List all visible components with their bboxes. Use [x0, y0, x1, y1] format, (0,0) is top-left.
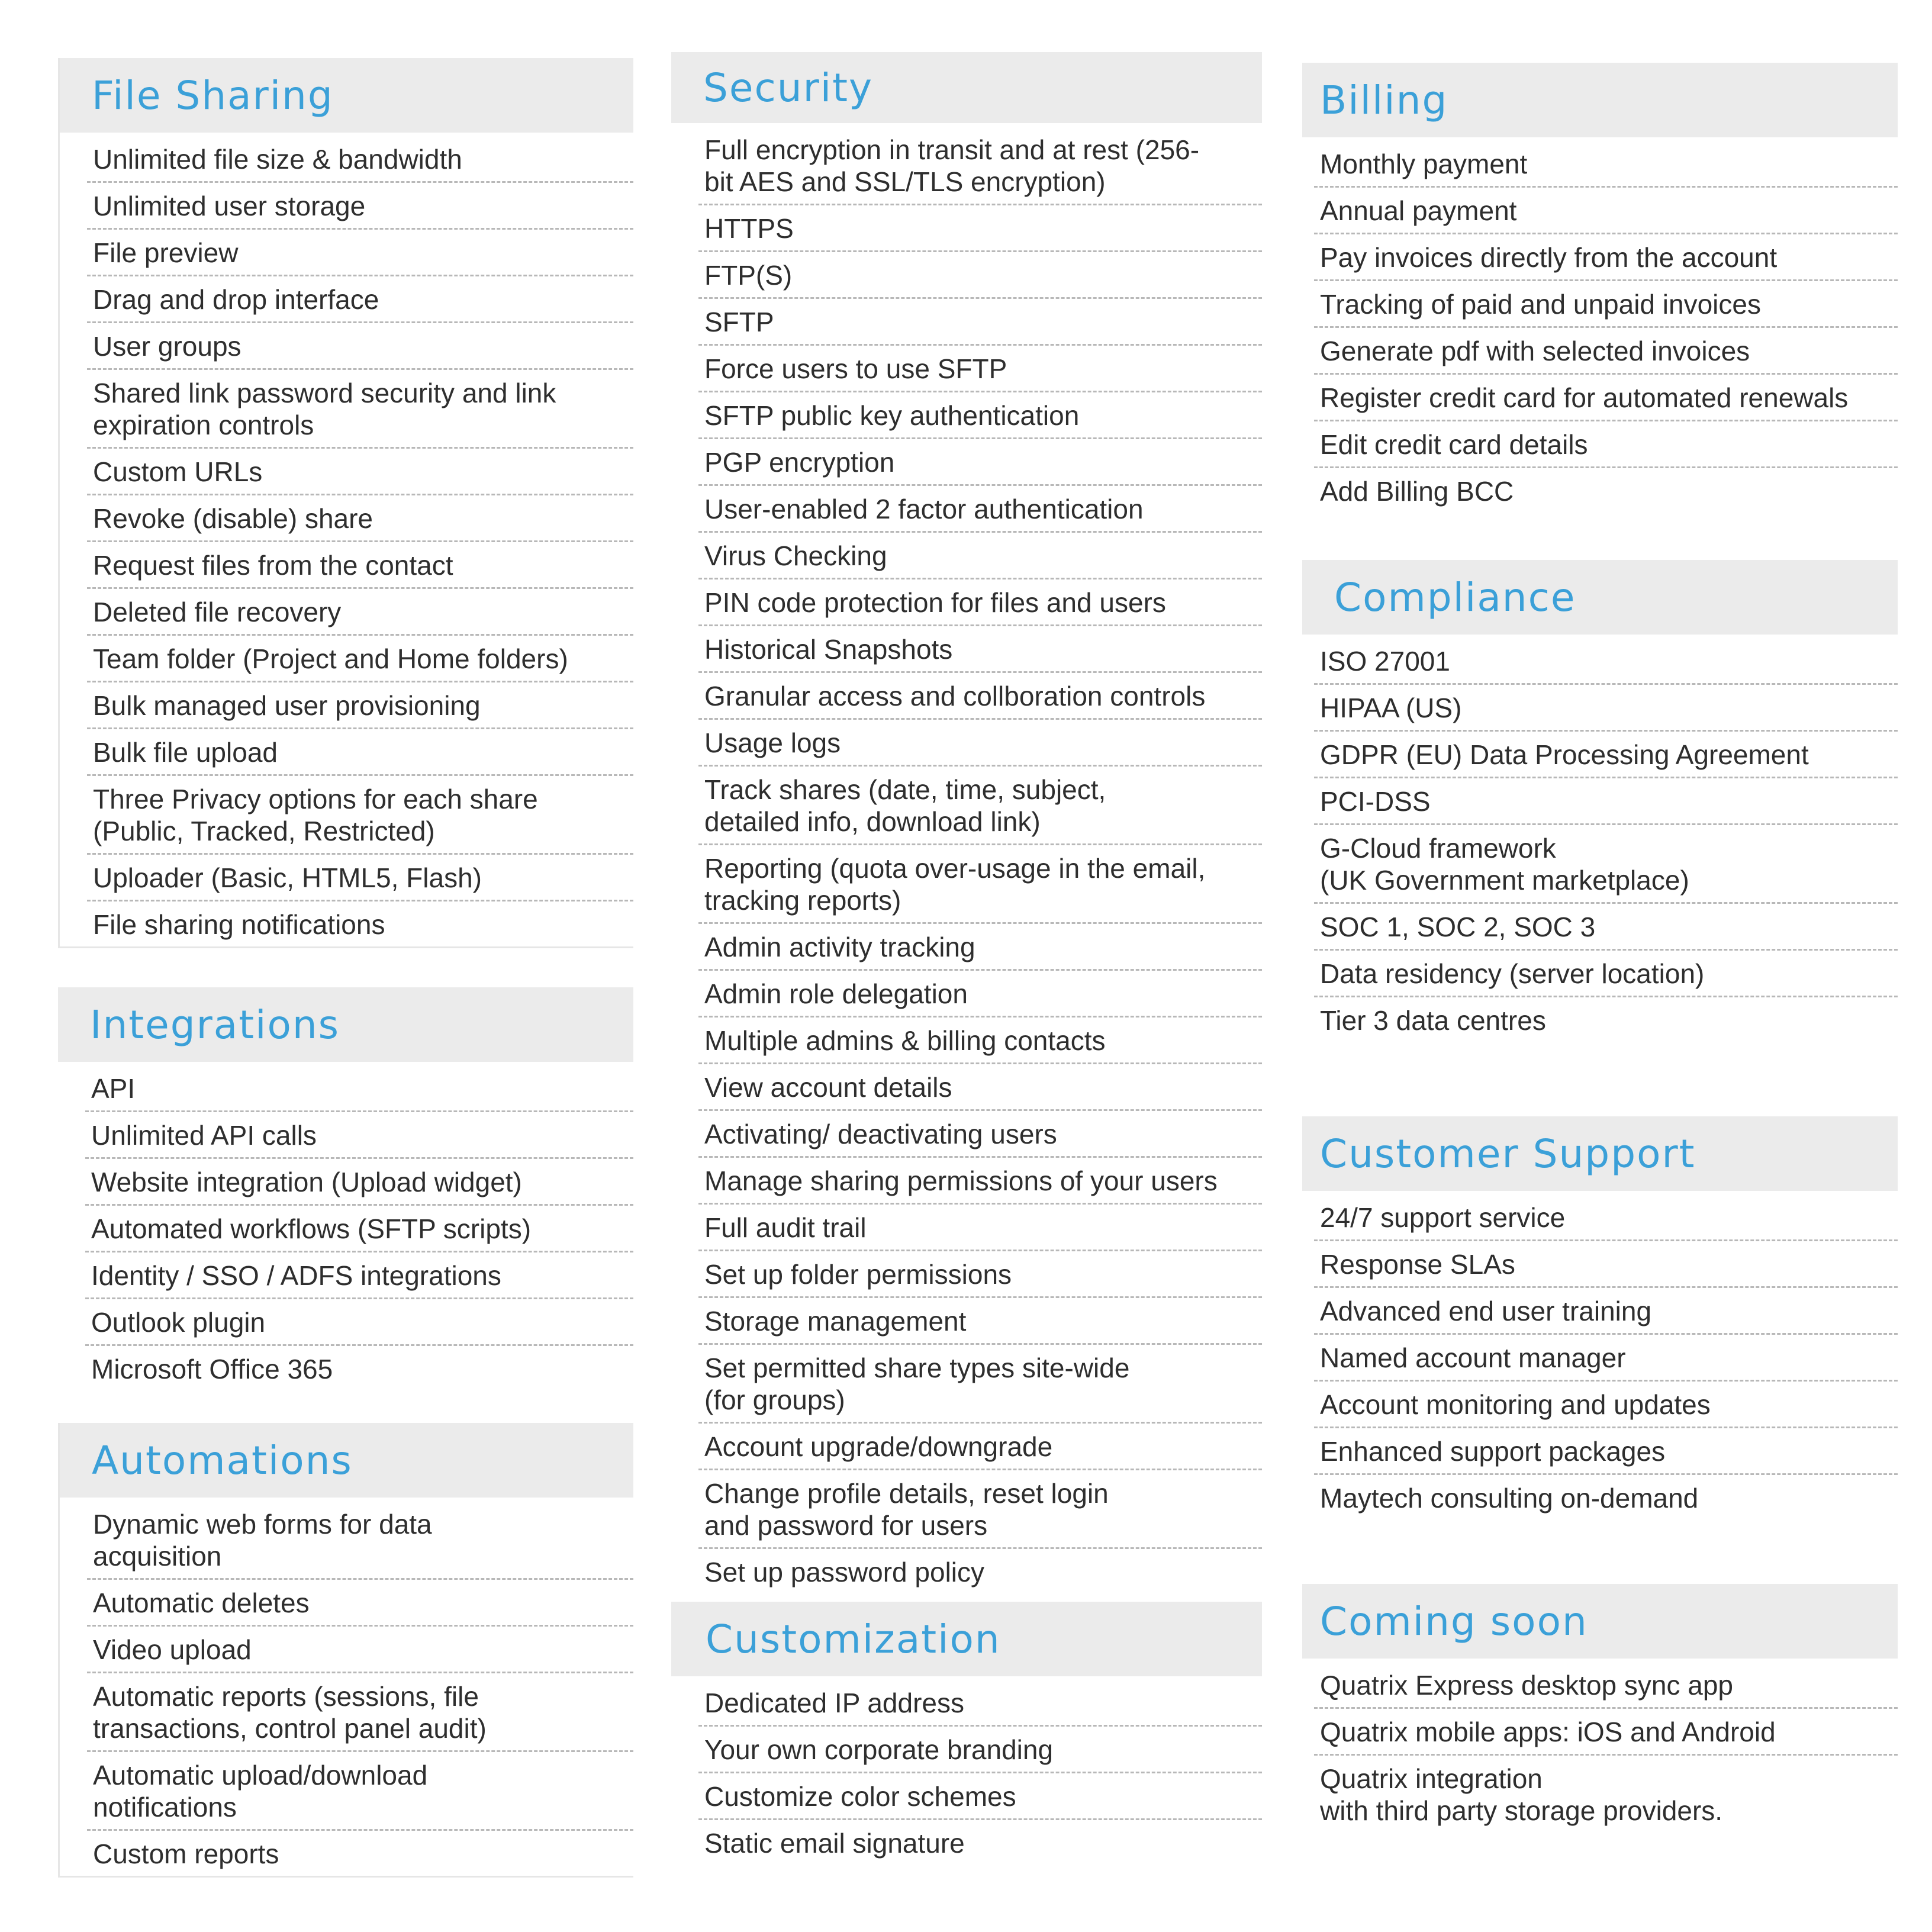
section-header	[1302, 1584, 1898, 1659]
feature-item: User groups	[87, 323, 633, 370]
feature-item: Unlimited user storage	[87, 183, 633, 230]
feature-item: Website integration (Upload widget)	[85, 1159, 633, 1206]
feature-item: SFTP	[698, 299, 1262, 346]
feature-item: Customize color schemes	[698, 1773, 1262, 1820]
section-title: Billing	[1320, 77, 1448, 123]
feature-item: HIPAA (US)	[1314, 685, 1898, 732]
feature-item: Unlimited file size & bandwidth	[87, 136, 633, 183]
section-title: Coming soon	[1320, 1598, 1588, 1644]
section-title: Customer Support	[1320, 1131, 1696, 1177]
feature-item: Custom URLs	[87, 449, 633, 495]
feature-item: Generate pdf with selected invoices	[1314, 328, 1898, 375]
feature-item: Data residency (server location)	[1314, 951, 1898, 997]
feature-item: Account monitoring and updates	[1314, 1382, 1898, 1428]
feature-item: Team folder (Project and Home folders)	[87, 636, 633, 682]
feature-item: Revoke (disable) share	[87, 495, 633, 542]
feature-item: Automatic upload/download notifications	[87, 1752, 633, 1831]
feature-item: G-Cloud framework (UK Government marketplace)	[1314, 825, 1898, 904]
feature-item: Full audit trail	[698, 1205, 1262, 1251]
section-file-sharing	[58, 58, 633, 948]
item-list	[1302, 137, 1898, 513]
item-list	[1302, 1191, 1898, 1520]
section-header	[58, 987, 633, 1062]
feature-item: Edit credit card details	[1314, 421, 1898, 468]
feature-item: Enhanced support packages	[1314, 1428, 1898, 1475]
feature-item: Response SLAs	[1314, 1241, 1898, 1288]
section-title: Integrations	[90, 1002, 340, 1048]
feature-item: Dynamic web forms for data acquisition	[87, 1501, 633, 1580]
feature-item: Uploader (Basic, HTML5, Flash)	[87, 855, 633, 901]
feature-item: Shared link password security and link expiration controls	[87, 370, 633, 449]
feature-item: Advanced end user training	[1314, 1288, 1898, 1335]
section-header	[671, 1602, 1262, 1676]
feature-item: Tracking of paid and unpaid invoices	[1314, 281, 1898, 328]
feature-item: Bulk file upload	[87, 729, 633, 776]
feature-item: Usage logs	[698, 720, 1262, 767]
section-title: Automations	[92, 1437, 353, 1483]
feature-item: Identity / SSO / ADFS integrations	[85, 1252, 633, 1299]
feature-item: Virus Checking	[698, 533, 1262, 579]
section-header	[60, 58, 633, 133]
feature-item: Unlimited API calls	[85, 1112, 633, 1159]
feature-item: Video upload	[87, 1627, 633, 1673]
feature-item: GDPR (EU) Data Processing Agreement	[1314, 732, 1898, 778]
feature-item: Dedicated IP address	[698, 1680, 1262, 1727]
section-header	[671, 52, 1262, 123]
feature-item: Deleted file recovery	[87, 589, 633, 636]
item-list	[1302, 635, 1898, 1042]
section-title: Customization	[706, 1616, 1001, 1662]
feature-item: Manage sharing permissions of your users	[698, 1158, 1262, 1205]
item-list	[60, 1498, 633, 1876]
feature-item: View account details	[698, 1064, 1262, 1111]
item-list	[58, 1062, 633, 1391]
feature-item: Automatic reports (sessions, file transactions, control panel audit)	[87, 1673, 633, 1752]
feature-item: Quatrix mobile apps: iOS and Android	[1314, 1709, 1898, 1756]
feature-item: Custom reports	[93, 1838, 279, 1869]
section-title: Security	[703, 65, 874, 111]
feature-item: API	[85, 1065, 633, 1112]
section-security	[671, 52, 1262, 1594]
feature-item: Outlook plugin	[85, 1299, 633, 1346]
section-integrations	[58, 987, 633, 1391]
feature-item: Admin activity tracking	[698, 924, 1262, 971]
feature-item: Maytech consulting on-demand	[1320, 1483, 1699, 1514]
feature-item: Microsoft Office 365	[91, 1354, 333, 1384]
feature-item: Monthly payment	[1314, 141, 1898, 188]
section-coming-soon	[1302, 1584, 1898, 1833]
feature-item: Annual payment	[1314, 188, 1898, 234]
feature-item: Storage management	[698, 1298, 1262, 1345]
feature-item: Pay invoices directly from the account	[1314, 234, 1898, 281]
feature-item: Your own corporate branding	[698, 1727, 1262, 1773]
feature-item: Full encryption in transit and at rest (256- bit AES and SSL/TLS encryption)	[698, 127, 1262, 205]
feature-item: Quatrix Express desktop sync app	[1314, 1662, 1898, 1709]
feature-item: PGP encryption	[698, 439, 1262, 486]
feature-item: Three Privacy options for each share (Public, Tracked, Restricted)	[87, 776, 633, 855]
feature-item: Automatic deletes	[87, 1580, 633, 1627]
section-billing	[1302, 63, 1898, 513]
feature-item: Static email signature	[704, 1828, 965, 1859]
feature-item: Register credit card for automated renewals	[1314, 375, 1898, 421]
section-header	[1302, 560, 1898, 635]
feature-item: HTTPS	[698, 205, 1262, 252]
item-list	[60, 133, 633, 946]
section-title: File Sharing	[92, 72, 334, 118]
section-customization	[671, 1602, 1262, 1865]
feature-item: Tier 3 data centres	[1320, 1005, 1546, 1036]
feature-item: SFTP public key authentication	[698, 392, 1262, 439]
feature-item: ISO 27001	[1314, 638, 1898, 685]
feature-item: User-enabled 2 factor authentication	[698, 486, 1262, 533]
feature-item: SOC 1, SOC 2, SOC 3	[1314, 904, 1898, 951]
feature-item: Set up folder permissions	[698, 1251, 1262, 1298]
section-header	[60, 1423, 633, 1498]
item-list	[1302, 1659, 1898, 1833]
feature-item: Historical Snapshots	[698, 626, 1262, 673]
feature-item: Force users to use SFTP	[698, 346, 1262, 392]
feature-item: PIN code protection for files and users	[698, 579, 1262, 626]
section-compliance	[1302, 560, 1898, 1042]
feature-item: Automated workflows (SFTP scripts)	[85, 1206, 633, 1252]
feature-item: Set up password policy	[704, 1557, 985, 1588]
feature-item: 24/7 support service	[1314, 1194, 1898, 1241]
feature-item: Activating/ deactivating users	[698, 1111, 1262, 1158]
item-list	[671, 1676, 1262, 1865]
feature-item: Named account manager	[1314, 1335, 1898, 1382]
feature-item: Granular access and collboration controls	[698, 673, 1262, 720]
feature-item: Request files from the contact	[87, 542, 633, 589]
feature-item: PCI-DSS	[1314, 778, 1898, 825]
feature-item: Quatrix integration with third party storage providers.	[1320, 1763, 1723, 1826]
item-list	[671, 123, 1262, 1594]
feature-item: Admin role delegation	[698, 971, 1262, 1017]
feature-item: Reporting (quota over-usage in the email, tracking reports)	[698, 845, 1262, 924]
feature-item: File preview	[87, 230, 633, 276]
feature-item: Track shares (date, time, subject, detailed info, download link)	[698, 767, 1262, 845]
feature-item: File sharing notifications	[93, 909, 385, 940]
feature-item: Account upgrade/downgrade	[698, 1424, 1262, 1470]
feature-item: Drag and drop interface	[87, 276, 633, 323]
section-automations	[58, 1423, 633, 1878]
feature-item: Change profile details, reset login and password for users	[698, 1470, 1262, 1549]
section-title: Compliance	[1334, 574, 1576, 620]
section-customer-support	[1302, 1116, 1898, 1520]
feature-item: Bulk managed user provisioning	[87, 682, 633, 729]
feature-item: Multiple admins & billing contacts	[698, 1017, 1262, 1064]
feature-item: FTP(S)	[698, 252, 1262, 299]
section-header	[1302, 1116, 1898, 1191]
feature-item: Set permitted share types site-wide (for groups)	[698, 1345, 1262, 1424]
feature-item: Add Billing BCC	[1320, 476, 1514, 507]
section-header	[1302, 63, 1898, 137]
